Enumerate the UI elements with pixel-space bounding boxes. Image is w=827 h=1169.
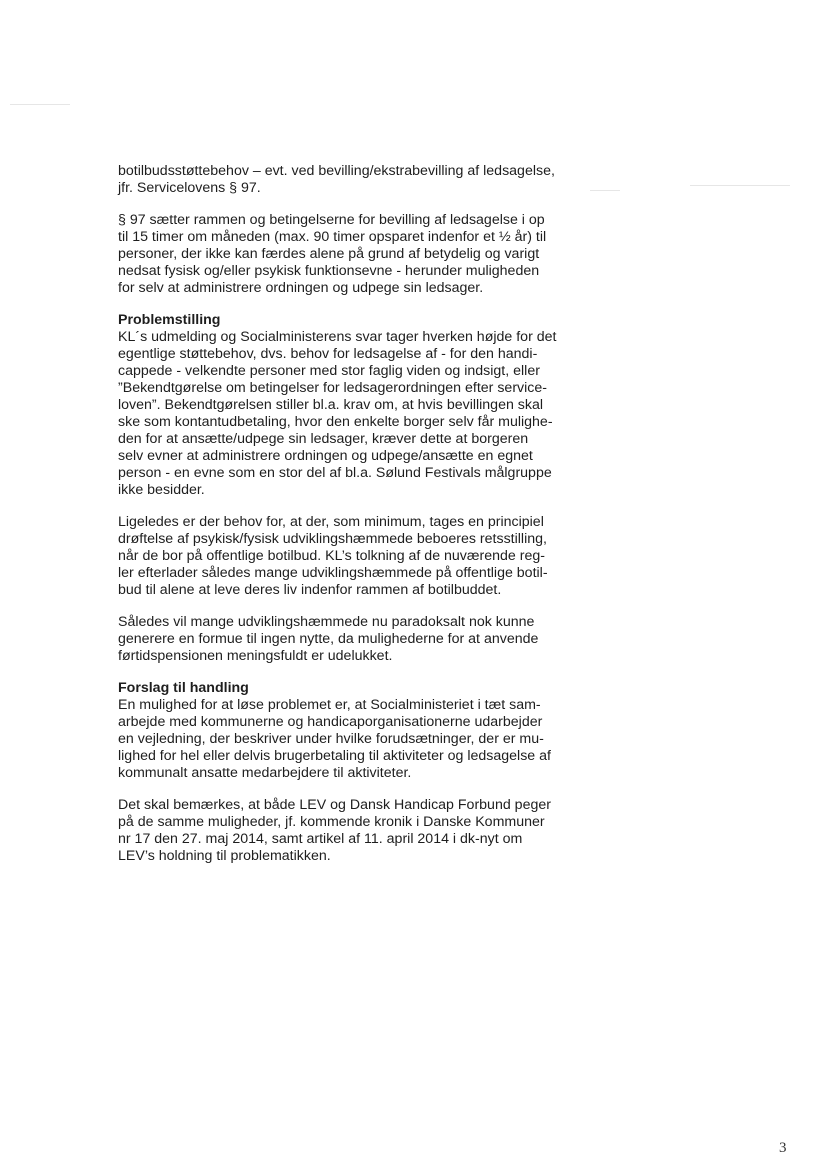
text-line: ler efterlader således mange udviklingshæmmede på offentlige botil- — [118, 565, 548, 581]
text-line: En mulighed for at løse problemet er, at Socialministeriet i tæt sam- — [118, 697, 541, 713]
text-line: Det skal bemærkes, at både LEV og Dansk Handicap Forbund peger — [118, 797, 551, 813]
text-line: kommunalt ansatte medarbejdere til aktiviteter. — [118, 765, 412, 781]
text-line: selv evner at administrere ordningen og udpege/ansætte en egnet — [118, 448, 533, 464]
text-line: nedsat fysisk og/eller psykisk funktionsevne - herunder muligheden — [118, 263, 540, 279]
text-line: den for at ansætte/udpege sin ledsager, kræver dette at borgeren — [118, 431, 529, 447]
text-line: person - en evne som en stor del af bl.a. Sølund Festivals målgruppe — [118, 465, 552, 481]
text-line: drøftelse af psykisk/fysisk udviklingshæmmede beboeres retsstilling, — [118, 531, 547, 547]
paragraph — [118, 514, 608, 599]
text-line: generere en formue til ingen nytte, da mulighederne for at anvende — [118, 631, 539, 647]
text-line: for selv at administrere ordningen og udpege sin ledsager. — [118, 280, 484, 296]
paragraph — [118, 312, 608, 499]
section-heading: Forslag til handling — [118, 680, 249, 696]
text-line: personer, der ikke kan færdes alene på grund af betydelig og varigt — [118, 246, 540, 262]
text-line: egentlige støttebehov, dvs. behov for ledsagelse af - for den handi- — [118, 346, 538, 362]
paragraph — [118, 212, 608, 297]
text-line: en vejledning, der beskriver under hvilke forudsætninger, der er mu- — [118, 731, 544, 747]
text-line: botilbudsstøttebehov – evt. ved bevilling/ekstrabevilling af ledsagelse, — [118, 163, 555, 179]
text-line: arbejde med kommunerne og handicaporganisationerne udarbejder — [118, 714, 543, 730]
paragraph — [118, 797, 608, 865]
text-line: når de bor på offentlige botilbud. KL’s tolkning af de nuværende reg- — [118, 548, 545, 564]
text-line: bud til alene at leve deres liv indenfor rammen af botilbuddet. — [118, 582, 502, 598]
paragraph — [118, 680, 608, 782]
text-line: loven”. Bekendtgørelsen stiller bl.a. krav om, at hvis bevillingen skal — [118, 397, 544, 413]
paragraph — [118, 163, 608, 197]
text-line: ikke besidder. — [118, 482, 205, 498]
text-line: LEV’s holdning til problematikken. — [118, 848, 331, 864]
text-line: jfr. Servicelovens § 97. — [118, 180, 261, 196]
page-number: 3 — [779, 1140, 787, 1156]
text-line: § 97 sætter rammen og betingelserne for bevilling af ledsagelse i op — [118, 212, 545, 228]
scan-artifact-line — [690, 185, 790, 186]
section-heading: Problemstilling — [118, 312, 221, 328]
text-line: på de samme muligheder, jf. kommende kronik i Danske Kommuner — [118, 814, 545, 830]
text-line: ”Bekendtgørelse om betingelser for ledsagerordningen efter service- — [118, 380, 547, 396]
text-line: KL´s udmelding og Socialministerens svar tager hverken højde for det — [118, 329, 557, 345]
text-line: lighed for hel eller delvis brugerbetaling til aktiviteter og ledsagelse af — [118, 748, 551, 764]
document-body — [118, 163, 608, 880]
text-line: Ligeledes er der behov for, at der, som minimum, tages en principiel — [118, 514, 544, 530]
text-line: ske som kontantudbetaling, hvor den enkelte borger selv får mulighe- — [118, 414, 553, 430]
scan-artifact-line — [10, 104, 70, 105]
text-line: cappede - velkendte personer med stor faglig viden og indsigt, eller — [118, 363, 540, 379]
text-line: til 15 timer om måneden (max. 90 timer opsparet indenfor et ½ år) til — [118, 229, 547, 245]
text-line: førtidspensionen meningsfuldt er udelukket. — [118, 648, 393, 664]
text-line: nr 17 den 27. maj 2014, samt artikel af 11. april 2014 i dk-nyt om — [118, 831, 523, 847]
paragraph — [118, 614, 608, 665]
text-line: Således vil mange udviklingshæmmede nu paradoksalt nok kunne — [118, 614, 535, 630]
